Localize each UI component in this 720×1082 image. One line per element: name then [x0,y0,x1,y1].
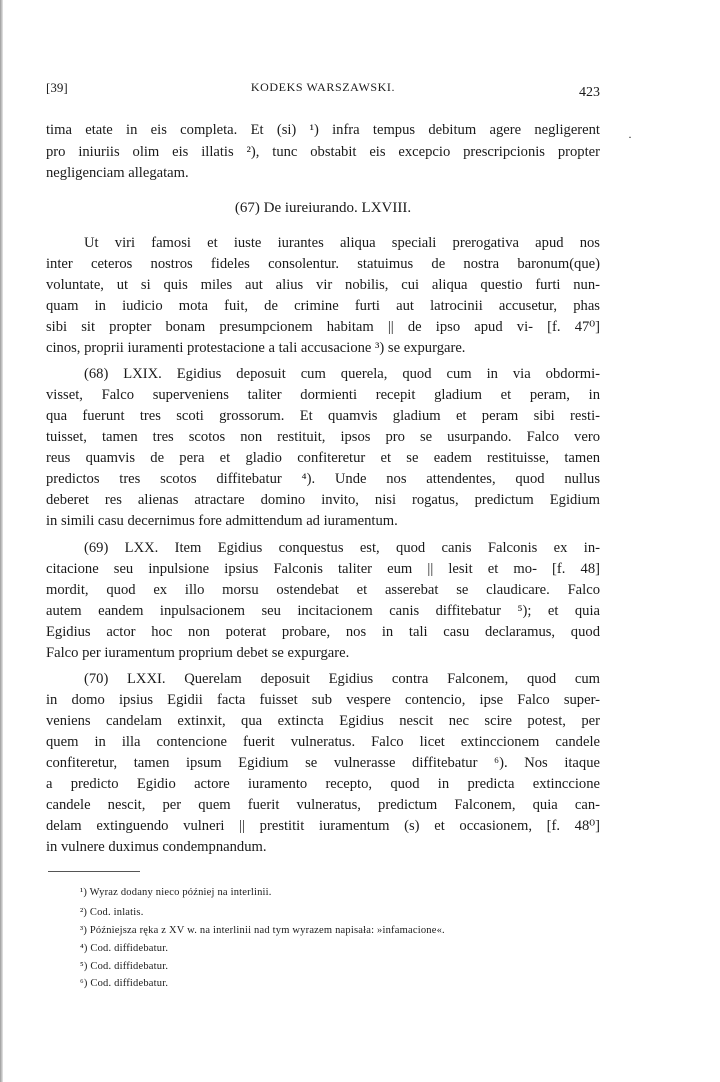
text-line: in simili casu decernimus fore admittendum ad iuramentum. [46,513,398,529]
text-line: quam in iudicio mota fuit, de crimine furti aut latrocinii accusetur, phas [46,298,600,314]
text-line: Ut viri famosi et iuste iurantes aliqua speciali prerogativa apud nos [84,235,600,251]
text-line: candele nescit, per quem fuerit vulneratus, predictum Falconem, quia can- [46,797,600,813]
text-line: reus quamvis de pera et gladio confiteretur et se eadem restituisse, tamen [46,450,600,466]
text-line: qua fuerunt tres scoti grossorum. Et quamvis gladium et peram sibi resti- [46,408,600,424]
text-line: cinos, proprii iuramenti protestacione a tali accusacione ³) se expurgare. [46,340,466,356]
text-line: confiteretur, tamen ipsum Egidium se vulnerasse diffitebatur ⁶). Nos itaque [46,755,600,771]
text-line: citacione seu inpulsione ipsius Falconis taliter eum || lesit et mo- [f. 48] [46,561,600,577]
running-header [46,80,600,104]
text-line: (70) LXXI. Querelam deposuit Egidius contra Falconem, quod cum [84,671,600,687]
text-line: voluntate, ut si quis miles aut alius vir nobilis, cui aliqua questio furti nun- [46,277,600,293]
text-line: tuisset, tamen tres scotos non restituit, ipsos pro se usurpando. Falco vero [46,429,600,445]
text-line: inter ceteros nostros fideles consolentur. statuimus de nostra baronum(que) [46,256,600,272]
page-edge-shadow [0,0,3,1082]
text-line: in vulnere duximus condempnandum. [46,839,267,855]
text-line: deberet res alienas atractare domino invito, nisi rogatus, predictum Egidium [46,492,600,508]
footnote: ²) Cod. inlatis. [80,907,144,918]
page-number: 423 [579,85,600,100]
text-line: Egidius actor hoc non poterat probare, nos in tali casu declaramus, quod [46,624,600,640]
text-line: Falco per iuramentum proprium debet se expurgare. [46,645,350,661]
text-line: in domo ipsius Egidii facta fuisset sub vespere contencio, ipse Falco super- [46,692,600,708]
text-line: a predicto Egidio actore iuramento recepto, quod in predicta extinccione [46,776,600,792]
text-line: veniens candelam extinxit, qua extincta Egidius nescit nec scire potest, per [46,713,600,729]
running-title: KODEKS WARSZAWSKI. [250,80,396,94]
footnote: ⁶) Cod. diffidebatur. [80,978,169,989]
footnote-separator [48,871,140,872]
footnote: ³) Późniejsza ręka z XV w. na interlinii nad tym wyrazem napisała: »infamacione«. [80,925,445,936]
margin-mark: · [628,130,632,144]
text-line: pro iniuriis olim eis illatis ²), tunc obstabit eis excepcio prescripcionis propter [46,144,600,160]
footnote: ⁵) Cod. diffidebatur. [80,961,169,972]
section-heading: (67) De iureiurando. LXVIII. [234,200,412,216]
text-line: visset, Falco superveniens taliter dormienti recepit gladium et peram, in [46,387,600,403]
text-line: autem eandem inpulsacionem seu incitacionem canis diffitebatur ⁵); et quia [46,603,600,619]
footnote: ¹) Wyraz dodany nieco później na interlinii. [80,887,272,898]
section-marker: [39] [46,80,68,95]
text-line: delam extinguendo vulneri || prestitit iuramentum (s) et occasionem, [f. 48⁰] [46,818,600,834]
text-line: negligenciam allegatam. [46,165,189,181]
footnote: ⁴) Cod. diffidebatur. [80,943,169,954]
text-line: predictos tres scotos diffitebatur ⁴). Unde nos attendentes, quod nullus [46,471,600,487]
text-line: quem in illa contencione fuerit vulneratus. Falco licet extinccionem candele [46,734,600,750]
text-line: tima etate in eis completa. Et (si) ¹) infra tempus debitum agere negligerent [46,122,600,138]
text-line: mordit, quod ex illo morsu ostendebat et asserebat se claudicare. Falco [46,582,600,598]
text-line: sibi sit propter bonam presumpcionem habitam || de ipso apud vi- [f. 47⁰] [46,319,600,335]
text-line: (68) LXIX. Egidius deposuit cum querela, quod cum in via obdormi- [84,366,600,382]
text-line: (69) LXX. Item Egidius conquestus est, quod canis Falconis ex in- [84,540,600,556]
